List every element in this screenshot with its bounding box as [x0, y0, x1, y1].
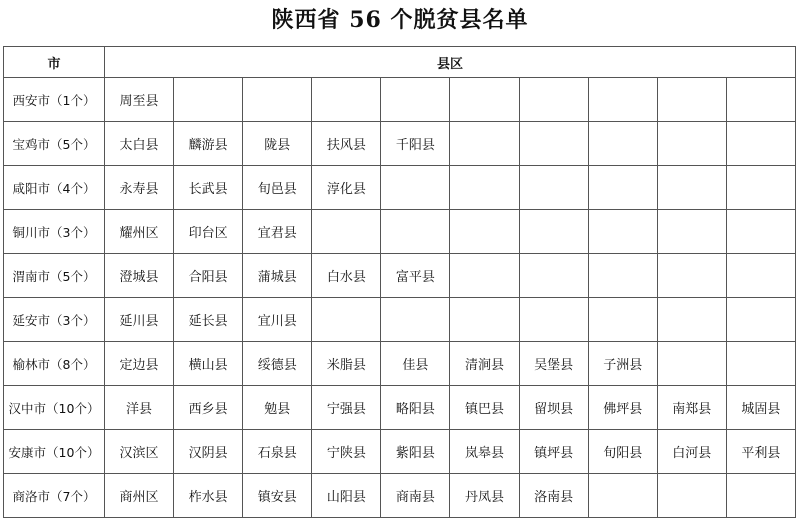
empty-cell: [657, 210, 726, 254]
county-cell: 富平县: [381, 254, 450, 298]
county-cell: 南郑县: [657, 386, 726, 430]
empty-cell: [450, 210, 519, 254]
county-cell: 延长县: [174, 298, 243, 342]
county-cell: 白河县: [657, 430, 726, 474]
empty-cell: [519, 254, 588, 298]
table-row: [4, 254, 796, 298]
county-cell: 太白县: [105, 122, 174, 166]
county-cell: 佛坪县: [588, 386, 657, 430]
county-cell: 麟游县: [174, 122, 243, 166]
empty-cell: [519, 122, 588, 166]
city-cell: 渭南市（5个）: [4, 254, 105, 298]
county-cell: 吴堡县: [519, 342, 588, 386]
county-cell: 平利县: [726, 430, 795, 474]
empty-cell: [312, 210, 381, 254]
empty-cell: [588, 298, 657, 342]
empty-cell: [657, 122, 726, 166]
table-row: [4, 342, 796, 386]
table-row: [4, 210, 796, 254]
county-cell: 镇坪县: [519, 430, 588, 474]
county-cell: 汉滨区: [105, 430, 174, 474]
county-cell: 印台区: [174, 210, 243, 254]
empty-cell: [657, 254, 726, 298]
county-cell: 镇安县: [243, 474, 312, 518]
county-cell: 横山县: [174, 342, 243, 386]
county-cell: 绥德县: [243, 342, 312, 386]
empty-cell: [726, 474, 795, 518]
table-row: [4, 430, 796, 474]
header-city: 市: [4, 47, 105, 78]
empty-cell: [243, 78, 312, 122]
city-cell: 商洛市（7个）: [4, 474, 105, 518]
county-cell: 宁陕县: [312, 430, 381, 474]
table-row: [4, 474, 796, 518]
empty-cell: [450, 298, 519, 342]
page-title: 陕西省 56 个脱贫县名单: [271, 7, 529, 33]
city-cell: 铜川市（3个）: [4, 210, 105, 254]
empty-cell: [726, 78, 795, 122]
county-cell: 周至县: [105, 78, 174, 122]
empty-cell: [381, 210, 450, 254]
table-row: [4, 122, 796, 166]
empty-cell: [588, 78, 657, 122]
county-cell: 米脂县: [312, 342, 381, 386]
county-cell: 洛南县: [519, 474, 588, 518]
county-cell: 淳化县: [312, 166, 381, 210]
county-cell: 宜君县: [243, 210, 312, 254]
city-cell: 宝鸡市（5个）: [4, 122, 105, 166]
table-row: [4, 78, 796, 122]
county-cell: 西乡县: [174, 386, 243, 430]
city-cell: 延安市（3个）: [4, 298, 105, 342]
empty-cell: [588, 122, 657, 166]
empty-cell: [726, 342, 795, 386]
empty-cell: [450, 122, 519, 166]
county-cell: 洋县: [105, 386, 174, 430]
county-cell: 扶风县: [312, 122, 381, 166]
empty-cell: [657, 474, 726, 518]
county-table: [3, 46, 796, 518]
empty-cell: [726, 122, 795, 166]
city-cell: 安康市（10个）: [4, 430, 105, 474]
empty-cell: [726, 210, 795, 254]
empty-cell: [174, 78, 243, 122]
city-cell: 咸阳市（4个）: [4, 166, 105, 210]
county-cell: 白水县: [312, 254, 381, 298]
county-cell: 略阳县: [381, 386, 450, 430]
empty-cell: [519, 166, 588, 210]
empty-cell: [657, 298, 726, 342]
empty-cell: [588, 474, 657, 518]
county-cell: 佳县: [381, 342, 450, 386]
county-cell: 山阳县: [312, 474, 381, 518]
county-cell: 丹凤县: [450, 474, 519, 518]
empty-cell: [450, 254, 519, 298]
city-cell: 榆林市（8个）: [4, 342, 105, 386]
county-cell: 勉县: [243, 386, 312, 430]
empty-cell: [726, 298, 795, 342]
empty-cell: [450, 166, 519, 210]
empty-cell: [519, 298, 588, 342]
county-cell: 蒲城县: [243, 254, 312, 298]
county-cell: 千阳县: [381, 122, 450, 166]
county-cell: 汉阴县: [174, 430, 243, 474]
empty-cell: [450, 78, 519, 122]
empty-cell: [519, 210, 588, 254]
city-cell: 汉中市（10个）: [4, 386, 105, 430]
empty-cell: [657, 342, 726, 386]
county-cell: 子洲县: [588, 342, 657, 386]
county-cell: 镇巴县: [450, 386, 519, 430]
empty-cell: [381, 298, 450, 342]
county-cell: 留坝县: [519, 386, 588, 430]
empty-cell: [519, 78, 588, 122]
county-cell: 定边县: [105, 342, 174, 386]
county-cell: 岚皋县: [450, 430, 519, 474]
header-counties: 县区: [105, 47, 796, 78]
county-cell: 柞水县: [174, 474, 243, 518]
county-cell: 旬阳县: [588, 430, 657, 474]
empty-cell: [657, 78, 726, 122]
empty-cell: [588, 166, 657, 210]
county-cell: 清涧县: [450, 342, 519, 386]
county-cell: 石泉县: [243, 430, 312, 474]
county-cell: 延川县: [105, 298, 174, 342]
empty-cell: [657, 166, 726, 210]
county-cell: 商州区: [105, 474, 174, 518]
table-row: [4, 298, 796, 342]
county-cell: 紫阳县: [381, 430, 450, 474]
county-cell: 澄城县: [105, 254, 174, 298]
table-row: [4, 166, 796, 210]
empty-cell: [312, 298, 381, 342]
county-cell: 商南县: [381, 474, 450, 518]
empty-cell: [312, 78, 381, 122]
empty-cell: [588, 254, 657, 298]
empty-cell: [381, 78, 450, 122]
county-cell: 陇县: [243, 122, 312, 166]
county-cell: 永寿县: [105, 166, 174, 210]
empty-cell: [726, 254, 795, 298]
empty-cell: [726, 166, 795, 210]
county-cell: 宜川县: [243, 298, 312, 342]
county-cell: 城固县: [726, 386, 795, 430]
empty-cell: [588, 210, 657, 254]
county-cell: 耀州区: [105, 210, 174, 254]
city-cell: 西安市（1个）: [4, 78, 105, 122]
county-cell: 合阳县: [174, 254, 243, 298]
table-header-row: [4, 47, 796, 78]
table-row: [4, 386, 796, 430]
county-cell: 旬邑县: [243, 166, 312, 210]
county-cell: 长武县: [174, 166, 243, 210]
empty-cell: [381, 166, 450, 210]
county-cell: 宁强县: [312, 386, 381, 430]
